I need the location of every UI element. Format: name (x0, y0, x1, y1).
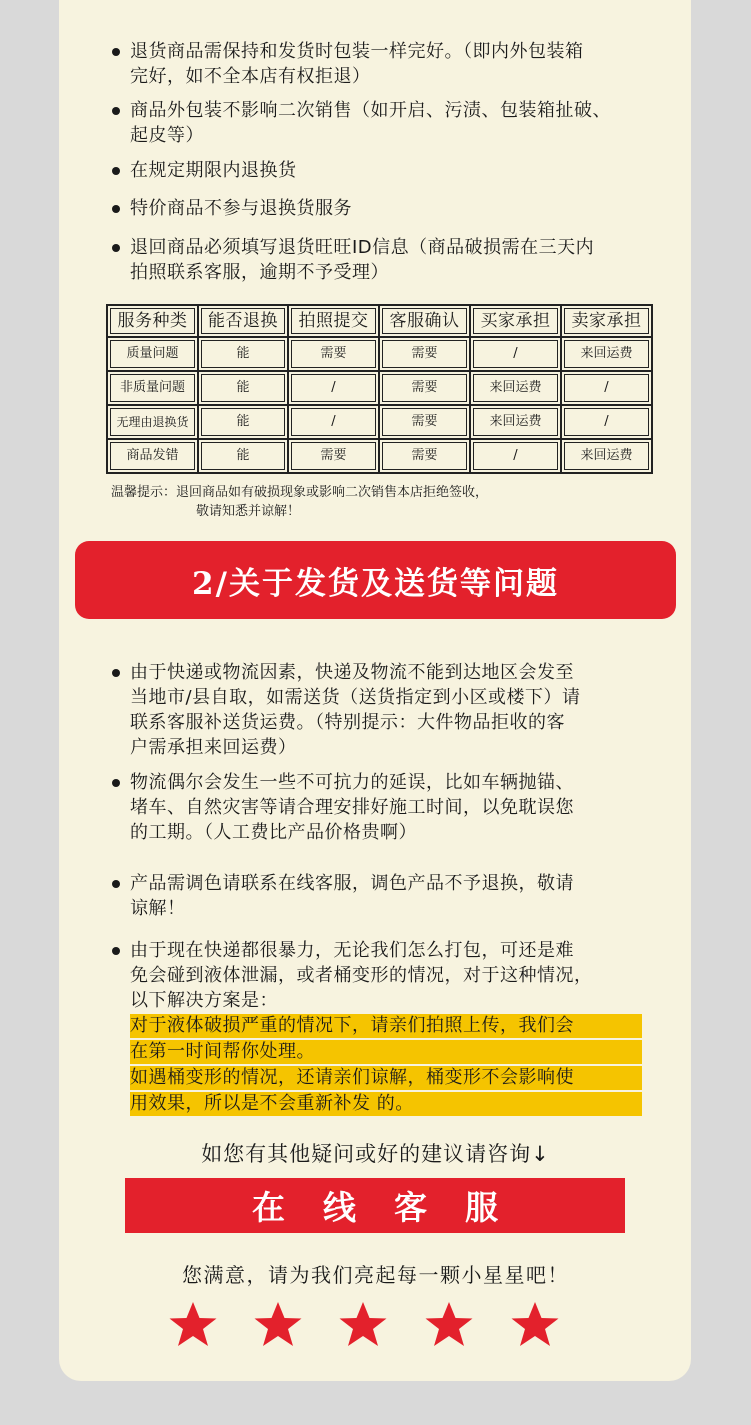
table-row (107, 337, 652, 371)
table-cell: / (561, 371, 652, 405)
consult-prompt: 如您有其他疑问或好的建议请咨询↓ (201, 1142, 550, 1166)
table-cell: 需要 (379, 371, 470, 405)
star-icon[interactable] (510, 1300, 560, 1350)
table-cell: 需要 (379, 405, 470, 439)
table-cell: 能 (198, 439, 288, 473)
star-icon[interactable] (424, 1300, 474, 1350)
table-cell: 来回运费 (561, 337, 652, 371)
bullet-dot-icon (112, 244, 120, 252)
table-cell: 能 (198, 371, 288, 405)
table-cell: / (288, 371, 379, 405)
table-header-cell: 服务种类 (107, 305, 198, 337)
bullet-dot-icon (112, 669, 120, 677)
online-service-button[interactable] (125, 1178, 625, 1233)
list-item: 产品需调色请联系在线客服，调色产品不予退换，敬请 谅解！ (112, 871, 657, 921)
return-service-table (106, 304, 653, 474)
list-item: 特价商品不参与退换货服务 (112, 196, 657, 221)
table-header-cell: 买家承担 (470, 305, 561, 337)
bullet-dot-icon (112, 48, 120, 56)
table-cell: 需要 (379, 439, 470, 473)
bullet-dot-icon (112, 167, 120, 175)
bullet-dot-icon (112, 880, 120, 888)
table-cell: 需要 (288, 439, 379, 473)
list-item: 在规定期限内退换货 (112, 158, 657, 183)
list-item: 物流偶尔会发生一些不可抗力的延误，比如车辆抛锚、 堵车、自然灾害等请合理安排好施工时间，以免耽误您 的工期。（人工费比产品价格贵啊） (112, 770, 657, 845)
table-cell: 商品发错 (107, 439, 198, 473)
return-tip: 温馨提示：退回商品如有破损现象或影响二次销售本店拒绝签收， 敬请知悉并谅解！ (111, 485, 489, 519)
table-cell: / (470, 439, 561, 473)
online-service-label: 在线客服 (252, 1188, 536, 1227)
table-header-cell: 客服确认 (379, 305, 470, 337)
table-cell: 来回运费 (561, 439, 652, 473)
table-cell: 能 (198, 405, 288, 439)
star-icon[interactable] (168, 1300, 218, 1350)
table-cell: 质量问题 (107, 337, 198, 371)
highlighted-solution: 对于液体破损严重的情况下，请亲们拍照上传，我们会 在第一时间帮你处理。 如遇桶变形的情况，还请亲们谅解，桶变形不会影响使 用效果，所以是不会重新补发 的。 (112, 1013, 657, 1117)
bullet-dot-icon (112, 947, 120, 955)
bullet-dot-icon (112, 107, 120, 115)
section-banner (75, 541, 676, 619)
bullet-dot-icon (112, 779, 120, 787)
rating-prompt: 您满意，请为我们亮起每一颗小星星吧！ (182, 1263, 569, 1287)
table-row (107, 371, 652, 405)
table-cell: / (561, 405, 652, 439)
list-item: 退货商品需保持和发货时包装一样完好。（即内外包装箱 完好，如不全本店有权拒退） (112, 39, 657, 89)
table-header-cell: 能否退换 (198, 305, 288, 337)
list-item: 由于快递或物流因素，快递及物流不能到达地区会发至 当地市/县自取，如需送货（送货指定到小区或楼下）请 联系客服补送货运费。（特别提示：大件物品拒收的客 户需承担来回运费） (112, 660, 657, 760)
table-row (107, 439, 652, 473)
table-cell: 需要 (379, 337, 470, 371)
table-header-row (107, 305, 652, 337)
table-header-cell: 卖家承担 (561, 305, 652, 337)
table-cell: 来回运费 (470, 371, 561, 405)
table-cell: / (470, 337, 561, 371)
list-item: 退回商品必须填写退货旺旺ID信息（商品破损需在三天内 拍照联系客服，逾期不予受理） (112, 235, 657, 285)
section-title: 2/关于发货及送货等问题 (192, 565, 559, 602)
table-header-cell: 拍照提交 (288, 305, 379, 337)
table-cell: 来回运费 (470, 405, 561, 439)
table-cell: 非质量问题 (107, 371, 198, 405)
star-icon[interactable] (338, 1300, 388, 1350)
table-cell: 需要 (288, 337, 379, 371)
star-icon[interactable] (253, 1300, 303, 1350)
bullet-dot-icon (112, 205, 120, 213)
table-cell: 无理由退换货 (107, 405, 198, 439)
table-cell: 能 (198, 337, 288, 371)
table-cell: / (288, 405, 379, 439)
table-row (107, 405, 652, 439)
list-item: 由于现在快递都很暴力，无论我们怎么打包，可还是难 免会碰到液体泄漏，或者桶变形的情况，对于这种情况， 以下解决方案是： 对于液体破损严重的情况下，请亲们拍照上传，我们会 在第一时间帮你处理。 如遇桶变形的情况，还请亲们谅解，桶变形不会影响使 用效果，所以是不会重新补发 的。 (112, 938, 657, 1117)
list-item: 商品外包装不影响二次销售（如开启、污渍、包装箱扯破、 起皮等） (112, 98, 657, 148)
star-rating[interactable] (168, 1300, 588, 1350)
